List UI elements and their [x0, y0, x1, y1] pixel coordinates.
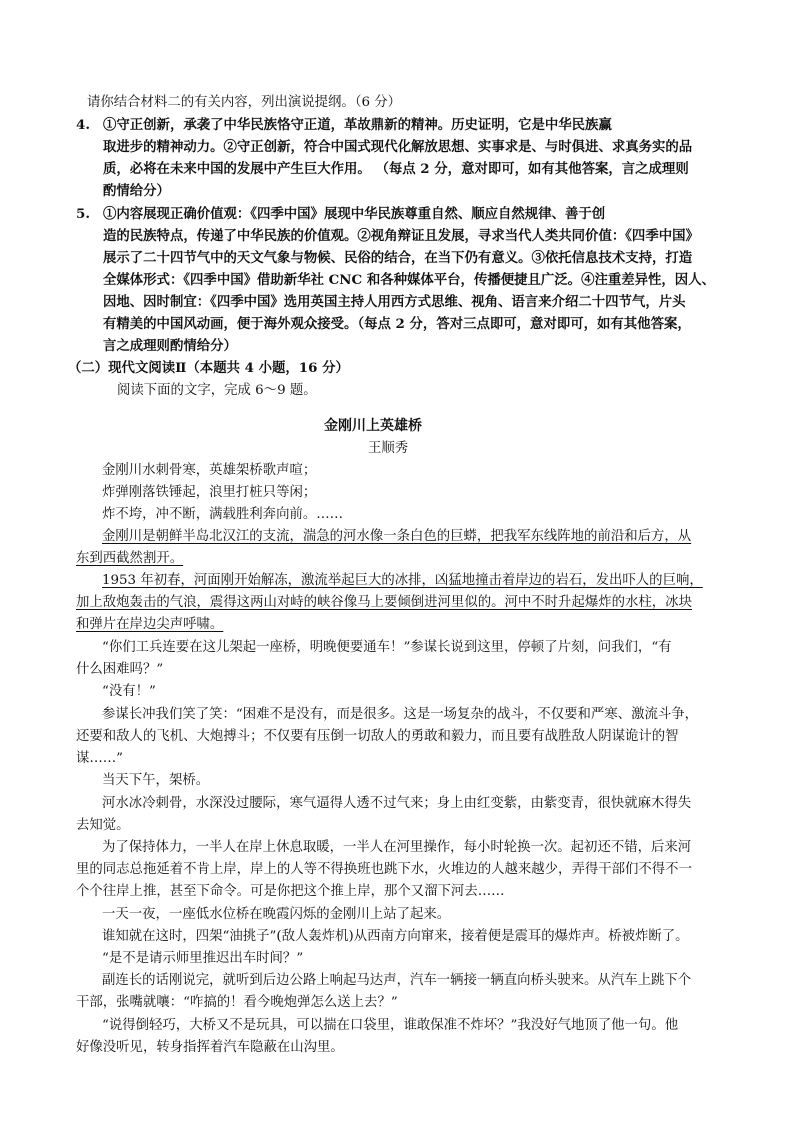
article-para-8-line-1: 为了保持体力，一半人在岸上休息取暖，一半人在河里操作，每小时轮换一次。起初还不错，后来河: [102, 840, 692, 855]
article-author: 王顺秀: [368, 441, 409, 456]
article-para-3-line-1: “你们工兵连要在这儿架起一座桥，明晚便要通车！”参谋长说到这里，停顿了片刻，问我们，“有: [102, 640, 672, 655]
answer-5-line-4: 全媒体形式：《四季中国》借助新华社 CNC 和各种媒体平台，传播便捷且广泛。④注重差异性，因人、: [103, 272, 715, 288]
article-para-3-line-2: 什么困难吗？”: [76, 662, 164, 677]
article-para-9: 一天一夜，一座低水位桥在晚霞闪烁的金刚川上站了起来。: [102, 907, 451, 922]
answer-5-line-2: 造的民族特点，传递了中华民族的价值观。②视角辩证且发展，寻求当代人类共同价值：《四季中国》: [103, 228, 699, 244]
article-para-2-line-2: 加上敌炮轰击的气浪，震得这两山对峙的峡谷像马上要倾倒进河里似的。河中不时升起爆炸的水柱，冰块: [76, 595, 692, 610]
section-2-heading: （二）现代文阅读Ⅱ（本题共 4 小题，16 分）: [68, 360, 349, 376]
answer-4-line-4: 酌情给分）: [103, 183, 170, 199]
section-2-instruction: 阅读下面的文字，完成 6～9 题。: [117, 383, 317, 398]
answer-4-number: 4.: [76, 117, 90, 133]
answer-5-line-7: 言之成理则酌情给分）: [103, 338, 237, 354]
article-para-1-line-1: 金刚川是朝鲜半岛北汉江的支流，湍急的河水像一条白色的巨蟒，把我军东线阵地的前沿和后方，从: [102, 529, 692, 544]
article-para-4: “没有！”: [102, 684, 156, 699]
article-para-5-line-1: 参谋长冲我们笑了笑：“困难不是没有，而是很多。这是一场复杂的战斗，不仅要和严寒、激流斗争，: [102, 707, 699, 722]
article-para-10: 谁知就在这时，四架“油挑子”(敌人轰炸机)从西南方向窜来，接着便是震耳的爆炸声。桥被炸断了。: [102, 929, 689, 944]
answer-5-line-1: ①内容展现正确价值观：《四季中国》展现中华民族尊重自然、顺应自然规律、善于创: [103, 206, 606, 222]
answer-4-line-2: 取进步的精神动力。②守正创新，符合中国式现代化解放思想、实事求是、与时俱进、求真务实的品: [103, 139, 693, 155]
answer-4-line-1: ①守正创新，承袭了中华民族恪守正道，革故鼎新的精神。历史证明，它是中华民族赢: [103, 117, 612, 133]
answer-5-number: 5.: [76, 206, 90, 222]
article-para-13-line-1: “说得倒轻巧，大桥又不是玩具，可以揣在口袋里，谁敢保准不炸坏？”我没好气地顶了他一句。他: [102, 1018, 679, 1033]
article-para-12-line-1: 副连长的话刚说完，就听到后边公路上响起马达声，汽车一辆接一辆直向桥头驶来。从汽车上跳下个: [102, 973, 692, 988]
article-title: 金刚川上英雄桥: [324, 418, 422, 434]
answer-5-line-6: 有精美的中国风动画，便于海外观众接受。（每点 2 分，答对三点即可，意对即可，如有其他答案，: [103, 316, 691, 332]
article-para-1-line-2: 东到西截然割开。: [76, 551, 184, 566]
article-para-12-line-2: 干部，张嘴就嚷：“咋搞的！看今晚炮弹怎么送上去？”: [76, 995, 398, 1010]
intro-question: 请你结合材料二的有关内容，列出演说提纲。（6 分）: [87, 95, 402, 110]
article-para-13-line-2: 好像没听见，转身指挥着汽车隐蔽在山沟里。: [76, 1040, 344, 1055]
article-para-8-line-2: 里的同志总拖延着不肯上岸，岸上的人等不得换班也跳下水，火堆边的人越来越少，弄得干部们不得不一: [76, 862, 692, 877]
poem-line-1: 金刚川水刺骨寒，英雄架桥歌声喧；: [102, 463, 317, 478]
article-para-6: 当天下午，架桥。: [102, 773, 210, 788]
poem-line-3: 炸不垮，冲不断，满载胜利奔向前。……: [102, 507, 344, 522]
answer-5-line-5: 因地、因时制宜：《四季中国》选用英国主持人用西方式思维、视角、语言来介绍二十四节气，片头: [103, 294, 686, 310]
answer-5-line-3: 展示了二十四节气中的天文气象与物候、民俗的结合，在当下仍有意义。③依托信息技术支持，打造: [103, 250, 693, 266]
article-para-5-line-3: 谋……”: [76, 751, 124, 766]
article-para-7-line-1: 河水冰冷刺骨，水深没过腰际，寒气逼得人透不过气来；身上由红变紫，由紫变青，很快就麻木得失: [102, 796, 692, 811]
article-para-11: “是不是请示师里推迟出车时间？”: [102, 951, 304, 966]
article-para-2-line-1: 1953 年初春，河面刚开始解冻，激流举起巨大的冰排，凶猛地撞击着岸边的岩石，发出吓人的巨响，: [102, 573, 703, 588]
article-para-2-line-3: 和弹片在岸边尖声呼啸。: [76, 617, 224, 632]
article-para-8-line-3: 个个往岸上推，甚至下命令。可是你把这个推上岸，那个又溜下河去……: [76, 884, 505, 899]
poem-line-2: 炸弹刚落铁锤起，浪里打桩只等闲；: [102, 485, 317, 500]
answer-4-line-3: 质，必将在未来中国的发展中产生巨大作用。 （每点 2 分，意对即可，如有其他答案，言之成理则: [103, 161, 689, 177]
article-para-5-line-2: 还要和敌人的飞机、大炮搏斗；不仅要有压倒一切敌人的勇敢和毅力，而且要有战胜敌人阴谋诡计的智: [76, 729, 679, 744]
article-para-7-line-2: 去知觉。: [76, 818, 130, 833]
